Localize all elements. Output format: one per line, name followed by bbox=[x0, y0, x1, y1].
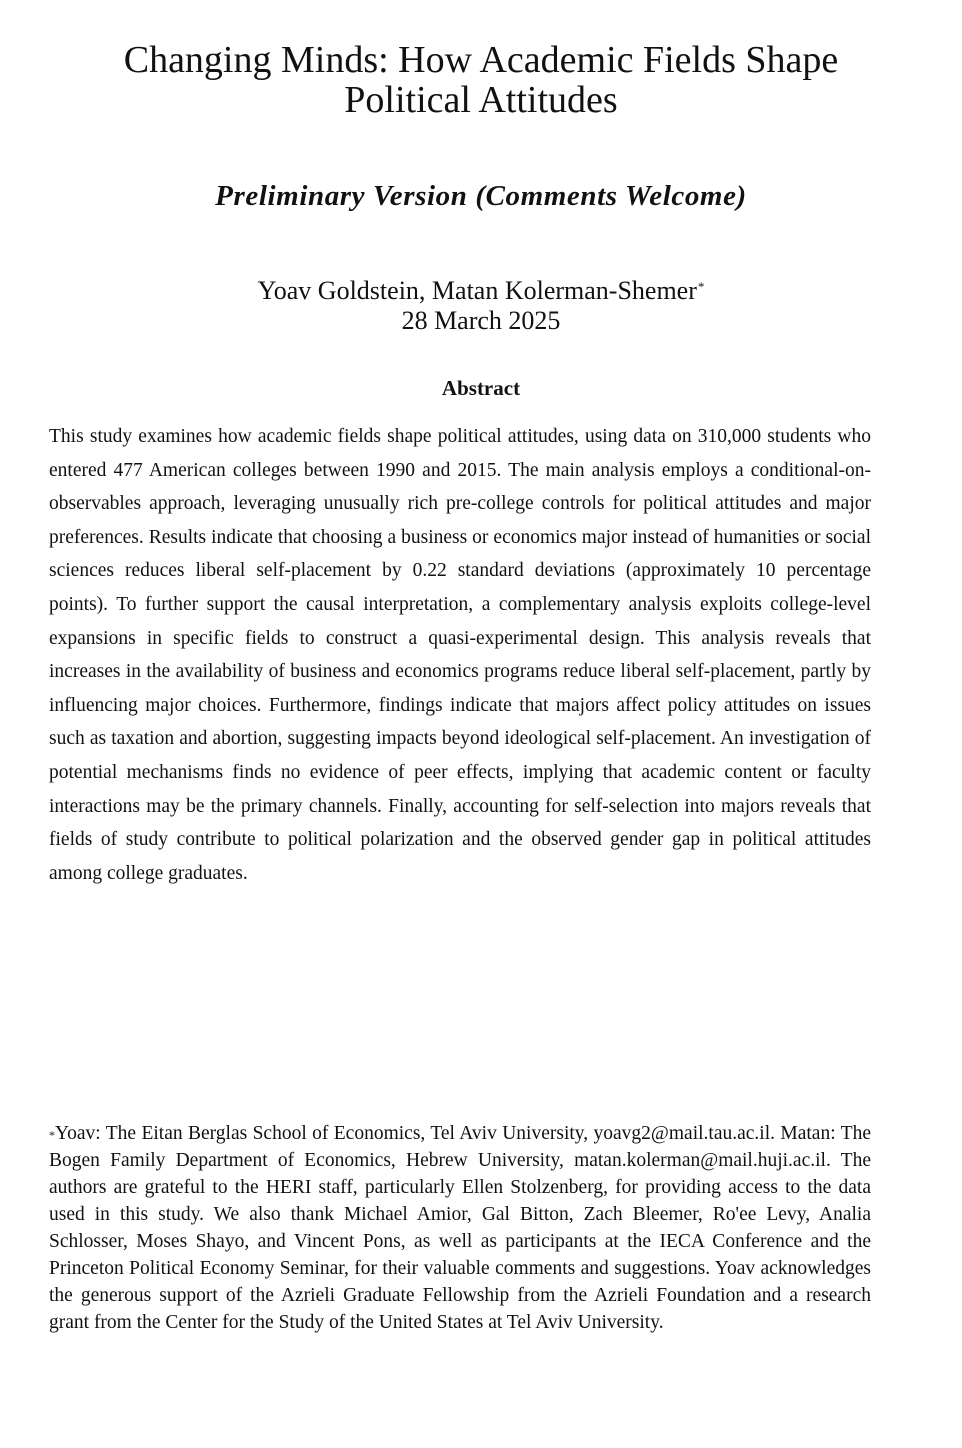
author-names: Yoav Goldstein, Matan Kolerman-Shemer bbox=[257, 276, 697, 305]
paper-subtitle: Preliminary Version (Comments Welcome) bbox=[215, 180, 747, 212]
abstract-text: This study examines how academic fields shape political attitudes, using data on 310,000 students who entered 477 American colleges between 1990 and 2015. The main analysis employs a conditional-on-observables approach, leveraging unusually rich pre-college controls for political attitudes and major preferences. Results indicate that choosing a business or economics major instead of humanities or social sciences reduces liberal self-placement by 0.22 standard deviations (approximately 10 percentage points). To further support the causal interpretation, a complementary analysis exploits college-level expansions in specific fields to construct a quasi-experimental design. This analysis reveals that increases in the availability of business and economics programs reduce liberal self-placement, partly by influencing major choices. Furthermore, findings indicate that majors affect policy attitudes on issues such as taxation and abortion, suggesting impacts beyond ideological self-placement. An investigation of potential mechanisms finds no evidence of peer effects, implying that academic content or faculty interactions may be the primary channels. Finally, accounting for self-selection into majors reveals that fields of study contribute to political polarization and the observed gender gap in political attitudes among college graduates. bbox=[49, 426, 871, 884]
title-line-2: Political Attitudes bbox=[344, 79, 618, 121]
author-line bbox=[40, 276, 922, 306]
title-line-1: Changing Minds: How Academic Fields Shape bbox=[123, 39, 839, 81]
footnote-marker: * bbox=[49, 1128, 55, 1142]
author-footnote-marker: * bbox=[697, 279, 705, 294]
author-block bbox=[40, 276, 922, 336]
footnote bbox=[49, 1120, 871, 1336]
abstract-heading: Abstract bbox=[441, 376, 521, 400]
footnote-text: Yoav: The Eitan Berglas School of Economics, Tel Aviv University, yoavg2@mail.tau.ac.il. Matan: The Bogen Family Department of Economics, Hebrew University, matan.kolerman@mail.huji.ac.il. The authors are grateful to the HERI staff, particularly Ellen Stolzenberg, for providing access to the data used in this study. We also thank Michael Amior, Gal Bitton, Zach Bleemer, Ro'ee Levy, Analia Schlosser, Moses Shayo, and Vincent Pons, as well as participants at the IECA Conference and the Princeton Political Economy Seminar, for their valuable comments and suggestions. Yoav acknowledges the generous support of the Azrieli Graduate Fellowship from the Azrieli Foundation and a research grant from the Center for the Study of the United States at Tel Aviv University. bbox=[49, 1123, 871, 1333]
paper-date: 28 March 2025 bbox=[401, 306, 561, 335]
paper-title bbox=[40, 40, 922, 120]
